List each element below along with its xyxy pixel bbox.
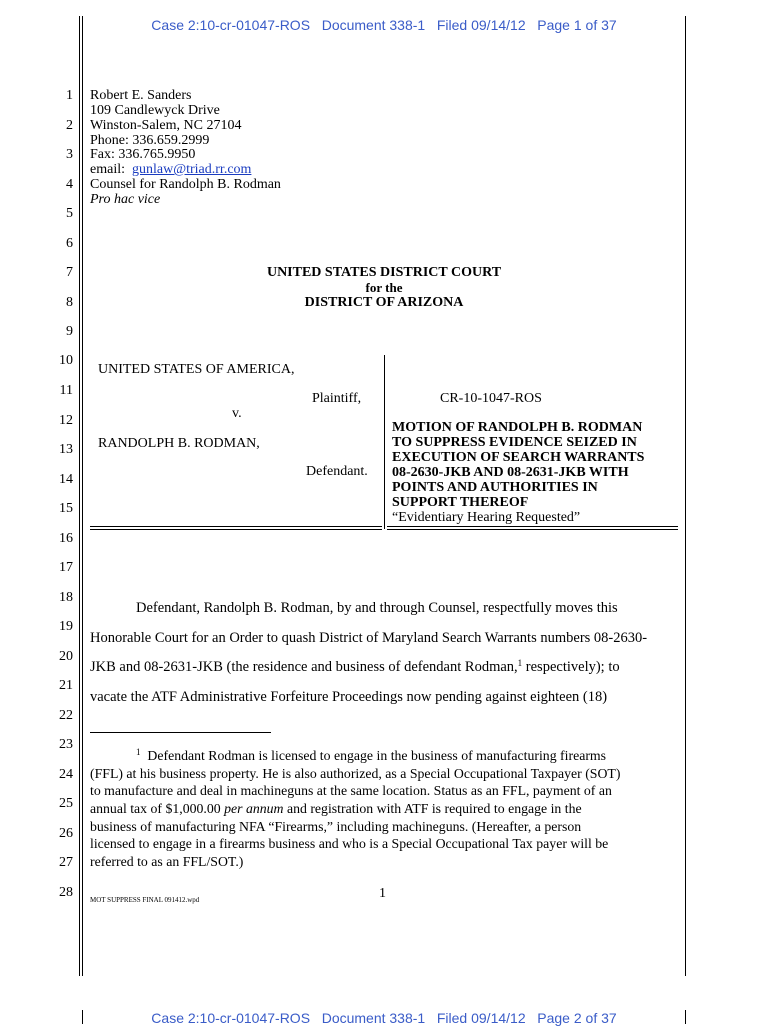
line-number: 4 [66, 177, 73, 192]
line-number: 9 [66, 324, 73, 339]
footnote-reference: 1 [517, 658, 523, 668]
caption-rule-left-bottom [90, 529, 382, 530]
line-number: 14 [59, 472, 73, 487]
line-number: 10 [59, 353, 73, 368]
line-number: 7 [66, 265, 73, 280]
court-name: UNITED STATES DISTRICT COURT [266, 265, 502, 280]
left-margin-rule-outer [79, 16, 80, 976]
line-number: 5 [66, 206, 73, 221]
line-number: 13 [59, 442, 73, 457]
counsel-phone: Phone: 336.659.2999 [90, 133, 210, 148]
counsel-role: Counsel for Randolph B. Rodman [90, 177, 281, 192]
line-number: 23 [59, 737, 73, 752]
line-number: 16 [59, 531, 73, 546]
counsel-city: Winston-Salem, NC 27104 [90, 118, 242, 133]
motion-title-line: MOTION OF RANDOLPH B. RODMAN [392, 420, 643, 435]
page-number: 1 [379, 886, 386, 901]
case-number: CR-10-1047-ROS [440, 391, 542, 406]
footnote-line [136, 747, 606, 765]
right-margin-rule [685, 16, 686, 976]
footer-filename: MOT SUPPRESS FINAL 091412.wpd [90, 896, 200, 904]
page2-header: Case 2:10-cr-01047-ROS Document 338-1 Filed 09/14/12 Page 2 of 37 [151, 1010, 617, 1026]
line-number: 11 [59, 383, 73, 398]
line-number: 21 [59, 678, 73, 693]
footnote-separator [90, 732, 271, 733]
line-number: 24 [59, 767, 73, 782]
line-number: 8 [66, 295, 73, 310]
hearing-requested: “Evidentiary Hearing Requested” [392, 510, 581, 525]
defendant-role: Defendant. [306, 464, 368, 479]
caption-rule-left-top [90, 526, 382, 527]
footnote-line: business of manufacturing NFA “Firearms,” including machineguns. (Hereafter, a person [90, 819, 582, 834]
left-margin-rule-inner [82, 16, 83, 976]
email-link[interactable]: gunlaw@triad.rr.com [132, 162, 252, 177]
body-text: respectively); to [522, 659, 620, 675]
line-number: 17 [59, 560, 73, 575]
footnote-line: referred to as an FFL/SOT.) [90, 854, 244, 869]
line-number: 15 [59, 501, 73, 516]
footnote-text: annual tax of $1,000.00 [90, 801, 225, 816]
footnote-line: (FFL) at his business property. He is also authorized, as a Special Occupational Taxpayer (SOT) [90, 766, 621, 781]
body-line [90, 660, 620, 675]
footnote-text: Defendant Rodman is licensed to engage in the business of manufacturing firearms [140, 748, 607, 763]
line-number: 19 [59, 619, 73, 634]
line-number: 28 [59, 885, 73, 900]
footnote-italic: per annum [224, 801, 284, 816]
caption-rule-right-bottom [387, 529, 678, 530]
court-district: DISTRICT OF ARIZONA [304, 295, 464, 310]
body-line: vacate the ATF Administrative Forfeiture Proceedings now pending against eighteen (18) [90, 689, 608, 705]
counsel-fax: Fax: 336.765.9950 [90, 147, 196, 162]
body-text: JKB and 08-2631-JKB (the residence and business of defendant Rodman, [90, 659, 518, 675]
caption-divider [384, 355, 385, 529]
footnote-mark: 1 [136, 747, 141, 757]
motion-title-line: POINTS AND AUTHORITIES IN [392, 480, 598, 495]
page-header: Case 2:10-cr-01047-ROS Document 338-1 Filed 09/14/12 Page 1 of 37 [151, 17, 617, 33]
plaintiff-name: UNITED STATES OF AMERICA, [98, 362, 295, 377]
line-number: 18 [59, 590, 73, 605]
caption-rule-right-top [387, 526, 678, 527]
line-number: 2 [66, 118, 73, 133]
versus: v. [232, 406, 242, 421]
body-line: Defendant, Randolph B. Rodman, by and through Counsel, respectfully moves this [136, 600, 618, 616]
court-for-the: for the [365, 280, 403, 295]
pro-hac-vice: Pro hac vice [90, 192, 161, 207]
motion-title-line: 08-2630-JKB AND 08-2631-JKB WITH [392, 465, 629, 480]
line-number: 27 [59, 855, 73, 870]
motion-title-line: EXECUTION OF SEARCH WARRANTS [392, 450, 645, 465]
line-number: 6 [66, 236, 73, 251]
defendant-name: RANDOLPH B. RODMAN, [98, 436, 260, 451]
motion-title-line: SUPPORT THEREOF [392, 495, 529, 510]
line-number: 20 [59, 649, 73, 664]
counsel-street: 109 Candlewyck Drive [90, 103, 220, 118]
line-number: 12 [59, 413, 73, 428]
footnote-text: and registration with ATF is required to engage in the [283, 801, 582, 816]
motion-title-line: TO SUPPRESS EVIDENCE SEIZED IN [392, 435, 637, 450]
line-number: 25 [59, 796, 73, 811]
counsel-name: Robert E. Sanders [90, 88, 192, 103]
line-number: 26 [59, 826, 73, 841]
footnote-line [90, 800, 582, 818]
line-number: 22 [59, 708, 73, 723]
line-number: 3 [66, 147, 73, 162]
footnote-line: licensed to engage in a firearms business and who is a Special Occupational Tax payer will be [90, 836, 609, 851]
footnote-line: to manufacture and deal in machineguns at the same location. Status as an FFL, payment of an [90, 783, 612, 798]
email-label: email: [90, 162, 132, 177]
body-line: Honorable Court for an Order to quash District of Maryland Search Warrants numbers 08-2630- [90, 630, 648, 646]
plaintiff-role: Plaintiff, [312, 391, 362, 406]
counsel-email-line [90, 162, 251, 177]
line-number: 1 [66, 88, 73, 103]
